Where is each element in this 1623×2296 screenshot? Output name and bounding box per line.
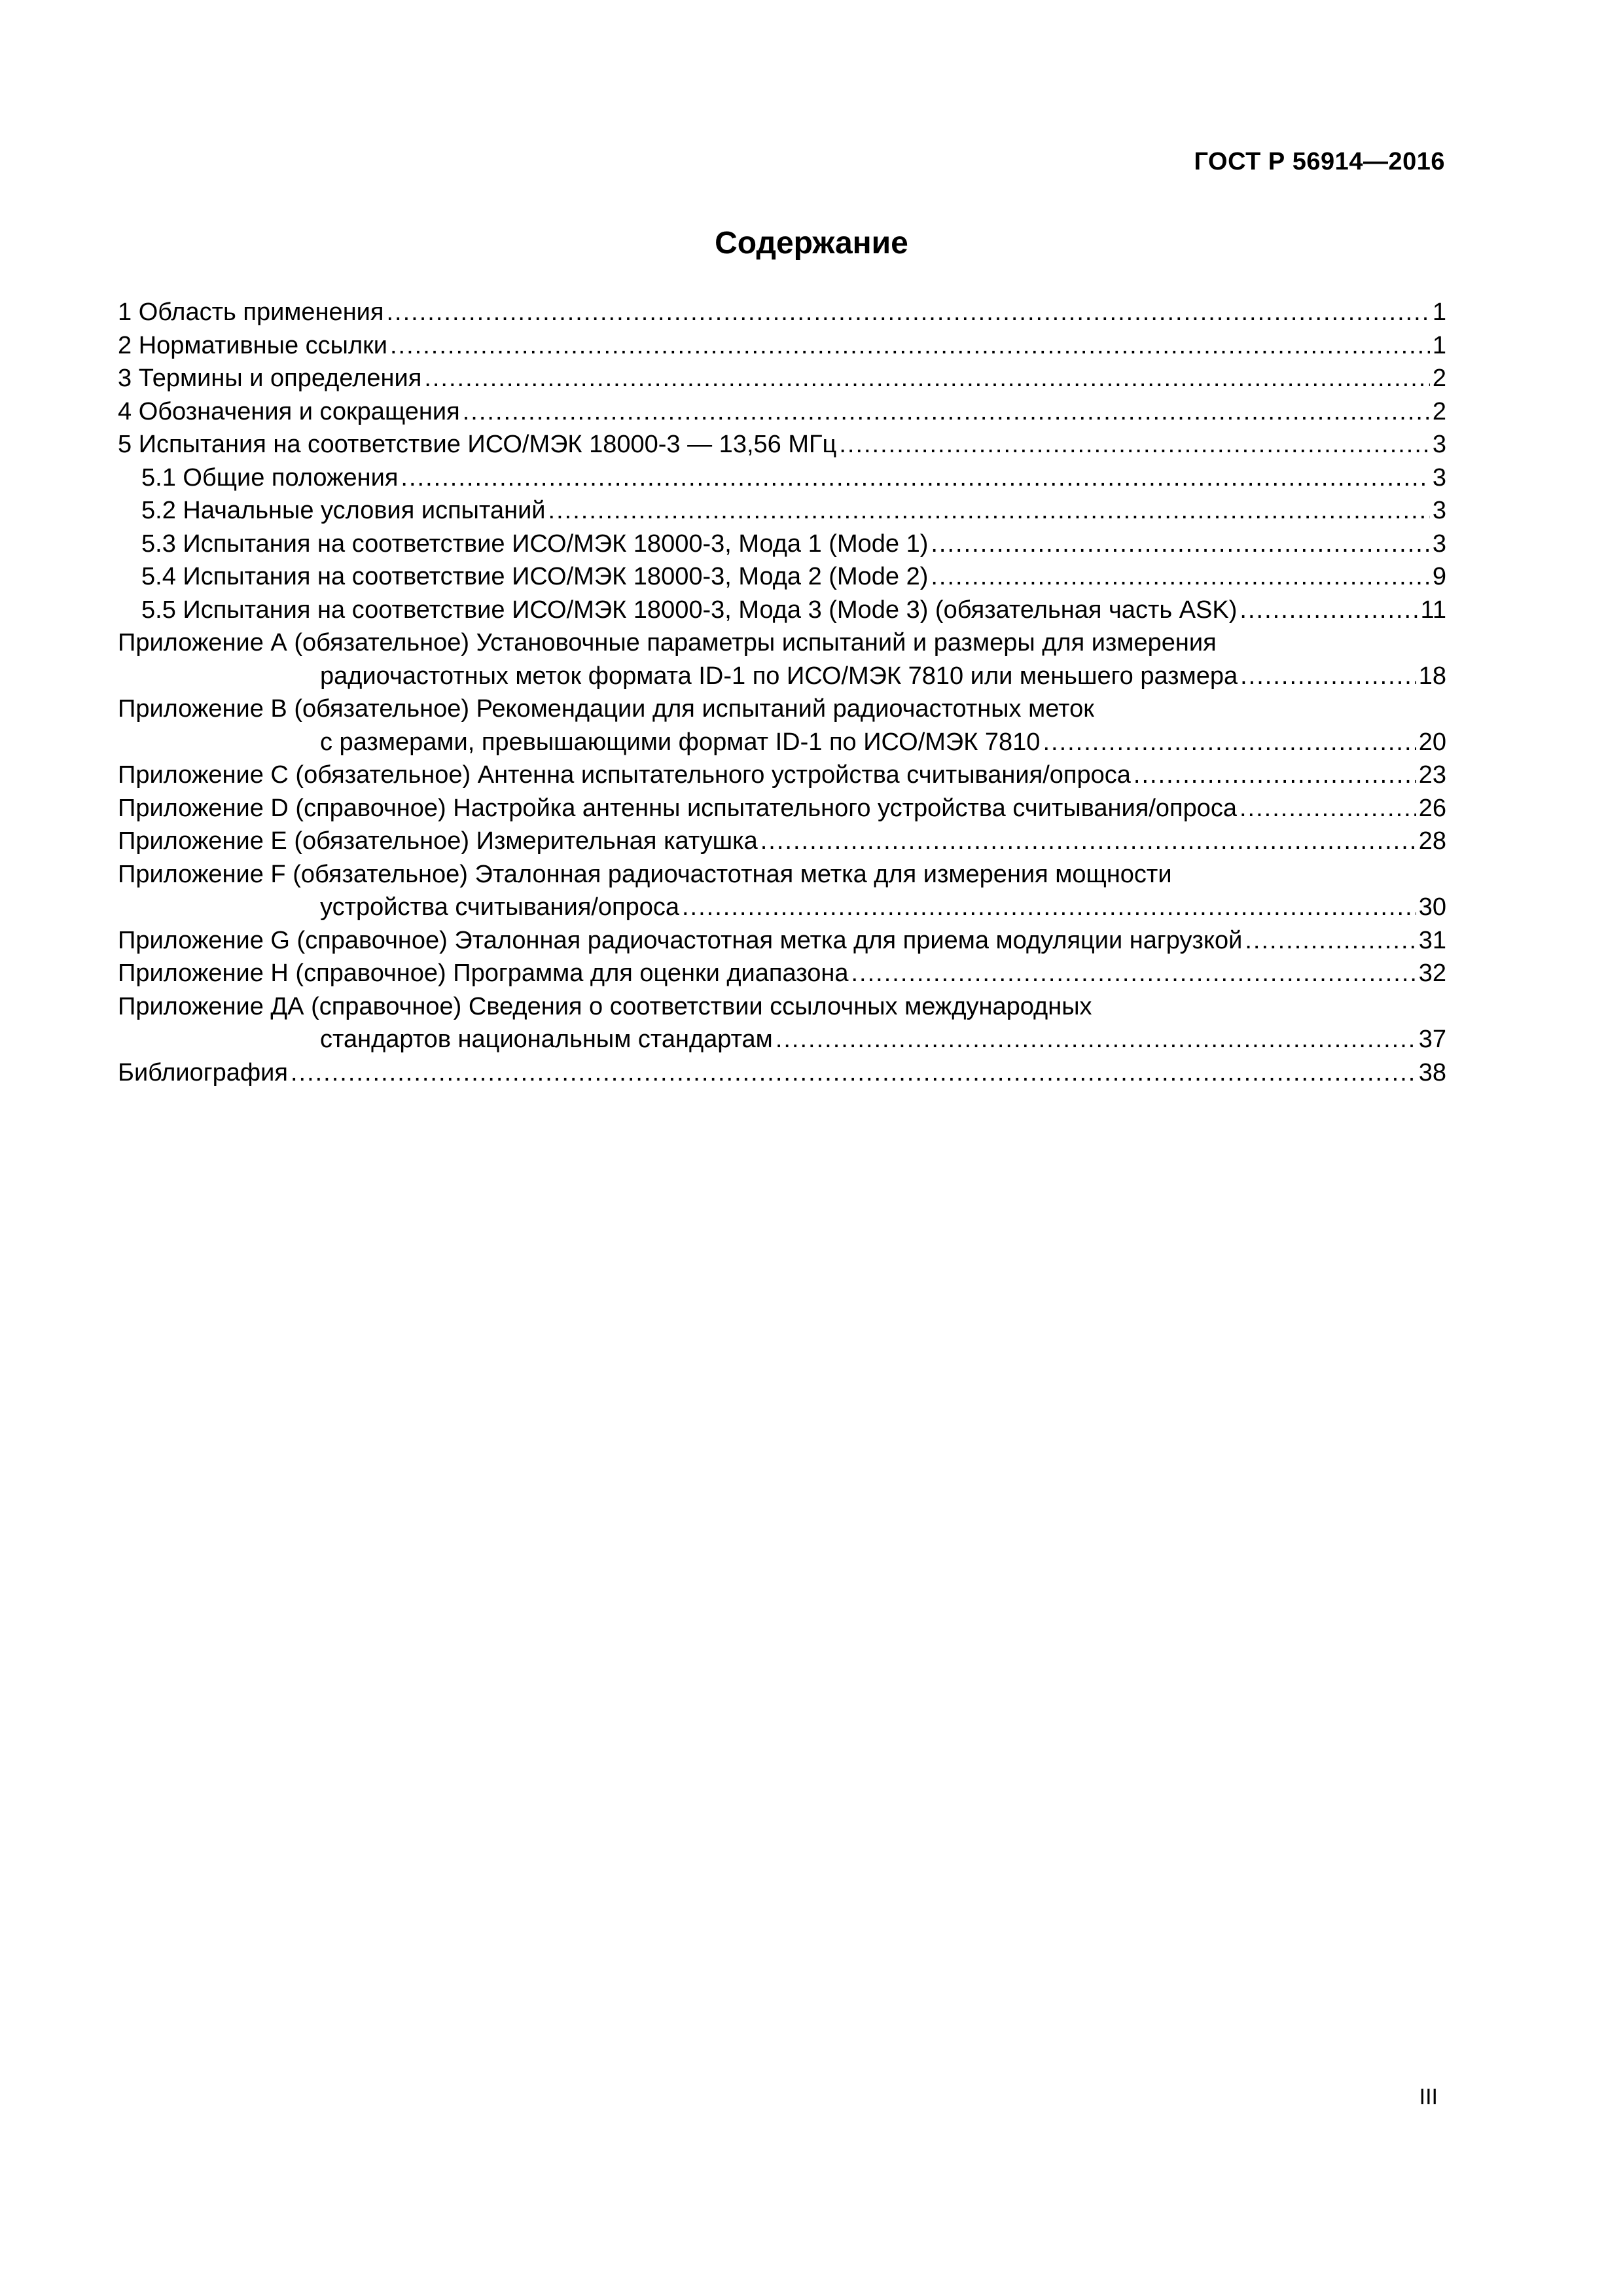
toc-entry-title: 5.2 Начальные условия испытаний xyxy=(141,497,546,524)
toc-entry-title: 1 Область применения xyxy=(118,298,384,326)
toc-entry-page: 23 xyxy=(1418,761,1446,789)
toc-entry-page: 28 xyxy=(1418,827,1446,855)
toc-entry-page: 32 xyxy=(1418,960,1446,987)
toc-entry-title: Библиография xyxy=(118,1058,288,1086)
toc-entry-title: 5.1 Общие положения xyxy=(141,463,399,492)
toc-entry[interactable] xyxy=(118,329,1446,363)
toc-entry-page: 37 xyxy=(1418,1026,1446,1053)
toc-entry-title-continued: радиочастотных меток формата ID-1 по ИСО/МЭК 7810 или меньшего размера xyxy=(320,662,1238,690)
toc-entry-title: 2 Нормативные ссылки xyxy=(118,331,387,359)
toc-leader-dots xyxy=(1245,924,1416,958)
toc-entry[interactable] xyxy=(118,1056,1446,1090)
toc-entry-title-continued: стандартов национальным стандартам xyxy=(320,1026,773,1053)
toc-entry-title: 5 Испытания на соответствие ИСО/МЭК 18000-3 — 13,56 МГц xyxy=(118,431,837,458)
toc-appendix-entry[interactable] xyxy=(118,924,1446,958)
toc-entry[interactable] xyxy=(118,395,1446,429)
toc-entry-title: Приложение Е (обязательное) Измерительная катушка xyxy=(118,827,758,855)
toc-leader-dots xyxy=(401,461,1429,495)
toc-entry-title: Приложение В (обязательное) Рекомендации для испытаний радиочастотных меток xyxy=(118,695,1094,723)
toc-leader-dots xyxy=(548,494,1430,528)
toc-leader-dots xyxy=(291,1056,1416,1090)
toc-leader-dots xyxy=(1043,726,1416,759)
toc-entry-title: Приложение ДА (справочное) Сведения о соответствии ссылочных международных xyxy=(118,992,1092,1020)
toc-subentry[interactable] xyxy=(118,494,1446,528)
toc-leader-dots xyxy=(682,891,1416,924)
toc-leader-dots xyxy=(931,560,1429,594)
toc-entry-page: 11 xyxy=(1420,596,1446,624)
toc-entry-title: Приложение С (обязательное) Антенна испытательного устройства считывания/опроса xyxy=(118,761,1131,789)
toc-entry[interactable] xyxy=(118,296,1446,329)
document-standard-header: ГОСТ Р 56914—2016 xyxy=(1194,148,1445,175)
toc-leader-dots xyxy=(424,362,1430,395)
toc-subentry[interactable] xyxy=(118,461,1446,495)
toc-leader-dots xyxy=(851,957,1416,990)
toc-entry-title: Приложение А (обязательное) Установочные параметры испытаний и размеры для измерения xyxy=(118,629,1217,656)
toc-entry-page: 3 xyxy=(1432,497,1446,524)
page-number: III xyxy=(1419,2085,1438,2109)
toc-entry-page: 18 xyxy=(1418,662,1446,690)
toc-appendix-entry[interactable] xyxy=(118,692,1446,759)
toc-entry-title: Приложение D (справочное) Настройка антенны испытательного устройства считывания/опроса xyxy=(118,794,1237,822)
toc-leader-dots xyxy=(1133,759,1416,792)
toc-appendix-entry[interactable] xyxy=(118,957,1446,990)
toc-leader-dots xyxy=(1240,594,1418,627)
toc-appendix-entry[interactable] xyxy=(118,990,1446,1056)
toc-entry-page: 9 xyxy=(1432,563,1446,590)
toc-entry-page: 31 xyxy=(1418,926,1446,954)
toc-leader-dots xyxy=(760,825,1416,858)
toc-appendix-entry[interactable] xyxy=(118,792,1446,825)
toc-entry-page: 3 xyxy=(1432,529,1446,558)
toc-entry-page: 30 xyxy=(1418,893,1446,921)
toc-entry-title-continued: с размерами, превышающими формат ID-1 по ИСО/МЭК 7810 xyxy=(320,728,1041,756)
toc-subentry[interactable] xyxy=(118,594,1446,627)
toc-leader-dots xyxy=(1240,660,1416,693)
toc-leader-dots xyxy=(390,329,1430,363)
toc-leader-dots xyxy=(931,528,1429,561)
toc-entry[interactable] xyxy=(118,362,1446,395)
toc-appendix-entry[interactable] xyxy=(118,626,1446,692)
toc-subentry[interactable] xyxy=(118,528,1446,561)
toc-entry-title: 3 Термины и определения xyxy=(118,365,422,392)
toc-leader-dots xyxy=(839,428,1430,461)
toc-entry-page: 3 xyxy=(1432,431,1446,458)
toc-entry-page: 2 xyxy=(1432,397,1446,425)
toc-appendix-entry[interactable] xyxy=(118,858,1446,924)
toc-entry-page: 38 xyxy=(1418,1058,1446,1086)
toc-entry-page: 26 xyxy=(1418,794,1446,822)
toc-entry-title: Приложение Н (справочное) Программа для оценки диапазона xyxy=(118,960,849,987)
toc-entry-page: 20 xyxy=(1418,728,1446,756)
toc-appendix-entry[interactable] xyxy=(118,825,1446,858)
toc-entry-title: Приложение G (справочное) Эталонная радиочастотная метка для приема модуляции нагрузкой xyxy=(118,926,1243,954)
toc-entry[interactable] xyxy=(118,428,1446,461)
toc-subentry[interactable] xyxy=(118,560,1446,594)
toc-leader-dots xyxy=(776,1023,1416,1056)
toc-entry-page: 1 xyxy=(1432,331,1446,359)
toc-entry-title: 5.3 Испытания на соответствие ИСО/МЭК 18000-3, Мода 1 (Mode 1) xyxy=(141,529,929,558)
toc-leader-dots xyxy=(1240,792,1416,825)
toc-entry-title: 5.5 Испытания на соответствие ИСО/МЭК 18000-3, Мода 3 (Mode 3) (обязательная часть ASK) xyxy=(141,596,1238,624)
toc-entry-page: 1 xyxy=(1432,298,1446,326)
toc-entry-page: 2 xyxy=(1432,365,1446,392)
toc-entry-title: Приложение F (обязательное) Эталонная радиочастотная метка для измерения мощности xyxy=(118,860,1172,888)
toc-entry-title: 4 Обозначения и сокращения xyxy=(118,397,460,425)
toc-entry-page: 3 xyxy=(1432,463,1446,492)
toc-entry-title-continued: устройства считывания/опроса xyxy=(320,893,679,921)
toc-title: Содержание xyxy=(715,226,908,260)
toc-leader-dots xyxy=(463,395,1430,429)
toc-appendix-entry[interactable] xyxy=(118,759,1446,792)
toc-leader-dots xyxy=(386,296,1429,329)
toc-entry-title: 5.4 Испытания на соответствие ИСО/МЭК 18000-3, Мода 2 (Mode 2) xyxy=(141,563,929,590)
table-of-contents xyxy=(118,296,1446,1089)
